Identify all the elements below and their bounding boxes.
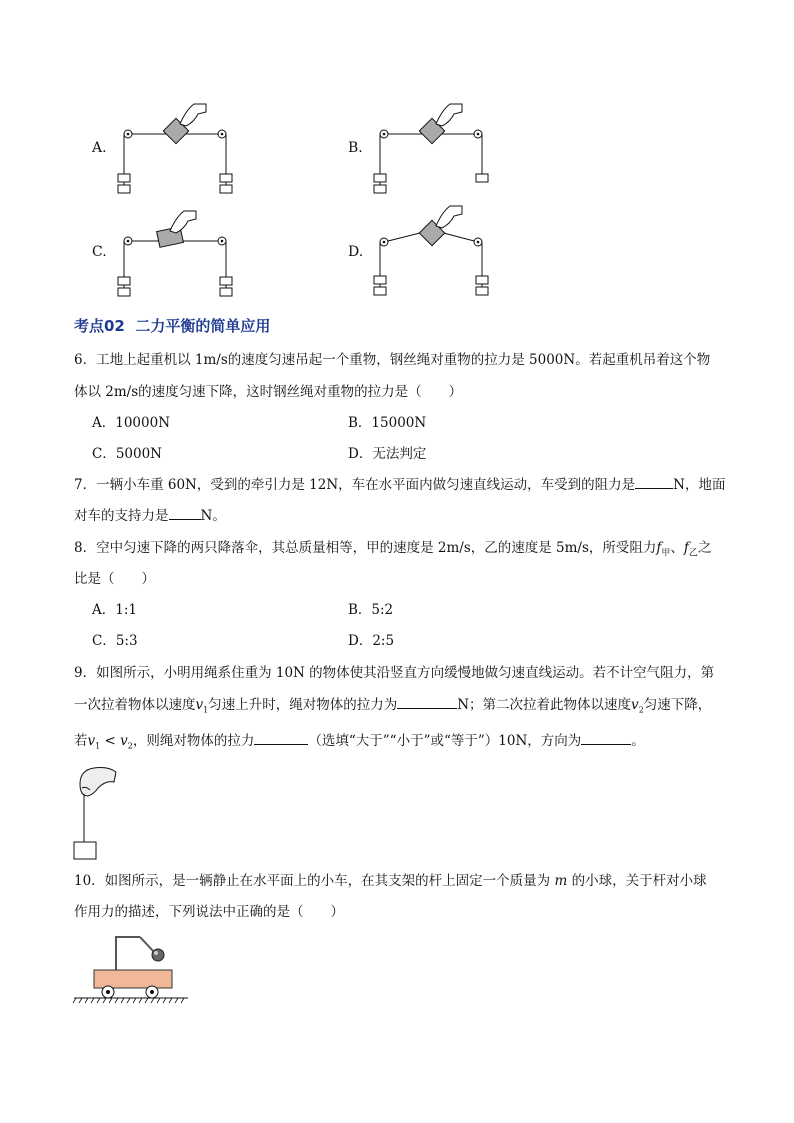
q8-sep: 、: [670, 540, 684, 556]
q8-line1-text: 8．空中匀速下降的两只降落伞，其总质量相等，甲的速度是 2m/s，乙的速度是 5m/s，所受阻力: [74, 540, 657, 556]
q9-v2-b-sub: 2: [127, 741, 133, 751]
q7-line2-tail: N。: [200, 508, 226, 524]
q10-line1-text-b: 的小球，关于杆对小球: [567, 873, 707, 889]
q9-blank-3[interactable]: [581, 730, 631, 745]
q9-line2-text-b: 匀速上升时，绳对物体的拉力为: [208, 697, 398, 713]
option-d-label: D.: [348, 244, 364, 260]
q8-option-a: A．1:1: [92, 602, 137, 618]
q10-line1-text-a: 10．如图所示，是一辆静止在水平面上的小车，在其支架的杆上固定一个质量为: [74, 873, 555, 889]
q9-v1-b: v: [87, 733, 96, 749]
q9-line3: [74, 726, 645, 762]
q7-blank-1[interactable]: [635, 474, 673, 489]
q9-line3-text-a: 若: [74, 733, 88, 749]
q9-line2-text-c: N；第二次拉着此物体以速度: [457, 697, 632, 713]
option-c-label: C.: [92, 244, 107, 260]
q9-cmp: <: [100, 733, 121, 749]
q8-f1-sub: 甲: [661, 548, 671, 559]
q10-figure: [72, 930, 192, 1005]
q7-line1-text: 7．一辆小车重 60N，受到的牵引力是 12N，车在水平面内做匀速直线运动，车受到的阻力是: [74, 477, 636, 493]
q6-option-a: A．10000N: [92, 415, 171, 431]
section-title: 考点02 二力平衡的简单应用: [74, 317, 271, 335]
q10-line1: [74, 866, 707, 897]
q9-v2-sub: 2: [638, 705, 644, 715]
q10-line2: 作用力的描述，下列说法中正确的是（ ）: [74, 904, 344, 920]
q9-blank-1[interactable]: [397, 694, 457, 709]
q9-figure: [70, 764, 120, 864]
q7-line1: [74, 470, 725, 501]
q10-m: m: [554, 873, 568, 889]
option-a-label: A.: [92, 140, 107, 156]
q7-line2: [74, 501, 226, 532]
figure-b: [366, 98, 496, 196]
figure-d: [366, 202, 496, 302]
q8-line1: [74, 533, 711, 570]
q7-line1-tail: N，地面: [673, 477, 726, 493]
figure-c: [110, 205, 240, 300]
q9-line3-text-d: 。: [631, 733, 645, 749]
q7-line2-text: 对车的支持力是: [74, 508, 169, 524]
q9-v1: v: [195, 697, 204, 713]
q8-f2-sub: 乙: [688, 548, 698, 559]
q9-v1-b-sub: 1: [95, 741, 101, 751]
q6-line2: 体以 2m/s的速度匀速下降，这时钢丝绳对重物的拉力是（ ）: [74, 384, 463, 400]
q8-tail: 之: [697, 540, 712, 556]
q8-line2: 比是（ ）: [74, 571, 155, 587]
q9-blank-2[interactable]: [254, 730, 308, 745]
q9-line2-text-a: 一次拉着物体以速度: [74, 697, 196, 713]
option-b-label: B.: [348, 140, 363, 156]
q6-line1: 6．工地上起重机以 1m/s的速度匀速吊起一个重物，钢丝绳对重物的拉力是 5000N。若起重机吊着这个物: [74, 352, 711, 368]
figure-a: [110, 98, 240, 196]
q8-option-b: B．5:2: [348, 602, 394, 618]
q9-line2-text-d: 匀速下降，: [643, 697, 712, 713]
q9-line1: 9．如图所示，小明用绳系住重为 10N 的物体使其沿竖直方向缓慢地做匀速直线运动。若不计空气阻力，第: [74, 665, 715, 681]
q9-v2: v: [631, 697, 639, 713]
q8-option-c: C．5:3: [92, 633, 138, 649]
q9-line2: [74, 690, 711, 726]
q8-f1: f: [656, 540, 662, 556]
q9-line3-text-c: （选填“大于”“小于”或“等于”）10N，方向为: [308, 733, 582, 749]
q9-line3-text-b: ，则绳对物体的拉力: [132, 733, 255, 749]
q6-option-b: B．15000N: [348, 415, 427, 431]
q9-v2-b: v: [120, 733, 128, 749]
q6-option-d: D．无法判定: [348, 446, 427, 462]
q7-blank-2[interactable]: [169, 505, 201, 520]
q9-v1-sub: 1: [203, 705, 209, 715]
q8-f2: f: [683, 540, 689, 556]
q8-option-d: D．2:5: [348, 633, 395, 649]
q6-option-c: C．5000N: [92, 446, 162, 462]
